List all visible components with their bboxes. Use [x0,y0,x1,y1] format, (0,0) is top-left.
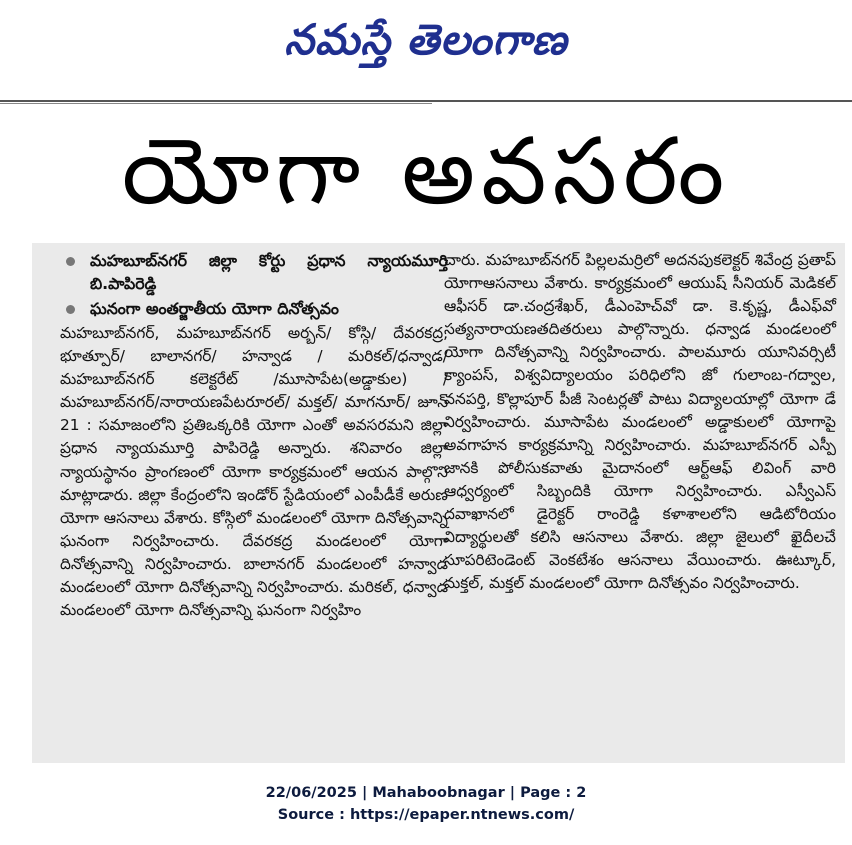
page-footer [0,782,852,826]
article-column-left [60,249,448,622]
edition-info: 22/06/2025 | Mahaboobnagar | Page : 2 [265,785,587,801]
masthead-subrule [0,103,432,104]
newspaper-logo: నమస్తే తెలంగాణ [284,15,568,64]
article-headline: యోగా అవసరం [121,118,731,225]
article-column-right [444,249,836,595]
bullet-icon [66,257,75,266]
masthead [0,0,852,80]
bullet-icon [66,305,75,314]
highlight-text: మహబూబ్‌నగర్ జిల్లా కోర్టు ప్రధాన న్యాయమూర్తి బి.పాపిరెడ్డి [90,251,448,293]
highlight-item [60,297,448,320]
masthead-rule [0,100,852,102]
article-text-right: చారు. మహబూబ్‌నగర్ పిల్లలమర్రిలో అదనపుకలెక్టర్ శివేంద్ర ప్రతాప్ యోగాఆసనాలు వేశారు. కార్యక్రమంలో ఆయుష్ సీనియర్ మెడికల్ ఆఫీసర్ డా.చంద్రశేఖర్, డీఎంహెచ్‌వో డా. కె.కృష్ణ, డీఎఫ్‌వో సత్యనారాయణతదితరులు పాల్గొన్నారు. ధన్వాడ మండలంలో యోగా దినోత్సవాన్ని నిర్వహించారు. పాలమూరు యూనివర్సిటీ క్యాంపస్, విశ్వవిద్యాలయం పరిధిలోని జో గులాంబ-గద్వాల, వనపర్తి, కొల్లాపూర్ పీజీ సెంటర్లతో పాటు విద్యాలయాల్లో యోగా డే నిర్వహించారు. మూసాపేట మండలంలో అడ్డాకులలో యోగాపై అవగాహన కార్యక్రమాన్ని నిర్వహించారు. మహబూబ్‌నగర్ ఎస్పీ జానకి పోలీసుకవాతు మైదానంలో ఆర్ట్‌ఆఫ్ లివింగ్ వారి ఆధ్వర్యంలో సిబ్బందికి యోగా నిర్వహించారు. ఎస్వీఎస్ దవాఖానలో డైరెక్టర్ రాంరెడ్డి కళాశాలలోని ఆడిటోరియం విద్యార్థులతో కలిసి ఆసనాలు వేశారు. జిల్లా జైలులో ఖైదీలచే సూపరిటెండెంట్ వెంకటేశం ఆసనాలు వేయించారు. ఊట్కూర్, మక్తల్, మక్తల్ మండలంలో యోగా దినోత్సవం నిర్వహించారు. [444,251,836,593]
article-text-left: మహబూబ్‌నగర్, మహబూబ్‌నగర్ అర్బన్/ కోస్గి/ దేవరకద్ర, భూత్పూర్/ బాలానగర్/ హన్వాడ / మరికల్/ధన్వాడ/మహబూబ్‌నగర్ కలెక్టరేట్ /మూసాపేట(అడ్డాకుల) /మహబూబ్‌నగర్/నారాయణపేటరూరల్/ మక్తల్/ మాగనూర్/ జూన్ 21 : సమాజంలోని ప్రతిఒక్కరికి యోగా ఎంతో అవసరమని జిల్లా ప్రధాన న్యాయమూర్తి పాపిరెడ్డి అన్నారు. శనివారం జిల్లా న్యాయస్థానం ప్రాంగణంలో యోగా కార్యక్రమంలో ఆయన పాల్గొని మాట్లాడారు. జిల్లా కేంద్రంలోని ఇండోర్ స్టేడియంలో ఎంపీడీకే అరుణ యోగా ఆసనాలు వేశారు. కోస్గిలో మండలంలో యోగా దినోత్సవాన్ని ఘనంగా నిర్వహించారు. దేవరకద్ర మండలంలో యోగా దినోత్సవాన్ని నిర్వహించారు. బాలానగర్ మండలంలో హన్వాడ మండలంలో యోగా దినోత్సవాన్ని నిర్వహించారు. మరికల్, ధన్వాడ మండలంలో యోగా దినోత్సవాన్ని ఘనంగా నిర్వహిం [60,324,448,620]
highlight-item [60,249,448,295]
article-body [32,243,845,763]
highlight-text: ఘనంగా అంతర్జాతీయ యోగా దినోత్సవం [90,299,339,318]
source-link[interactable]: Source : https://epaper.ntnews.com/ [277,807,575,823]
